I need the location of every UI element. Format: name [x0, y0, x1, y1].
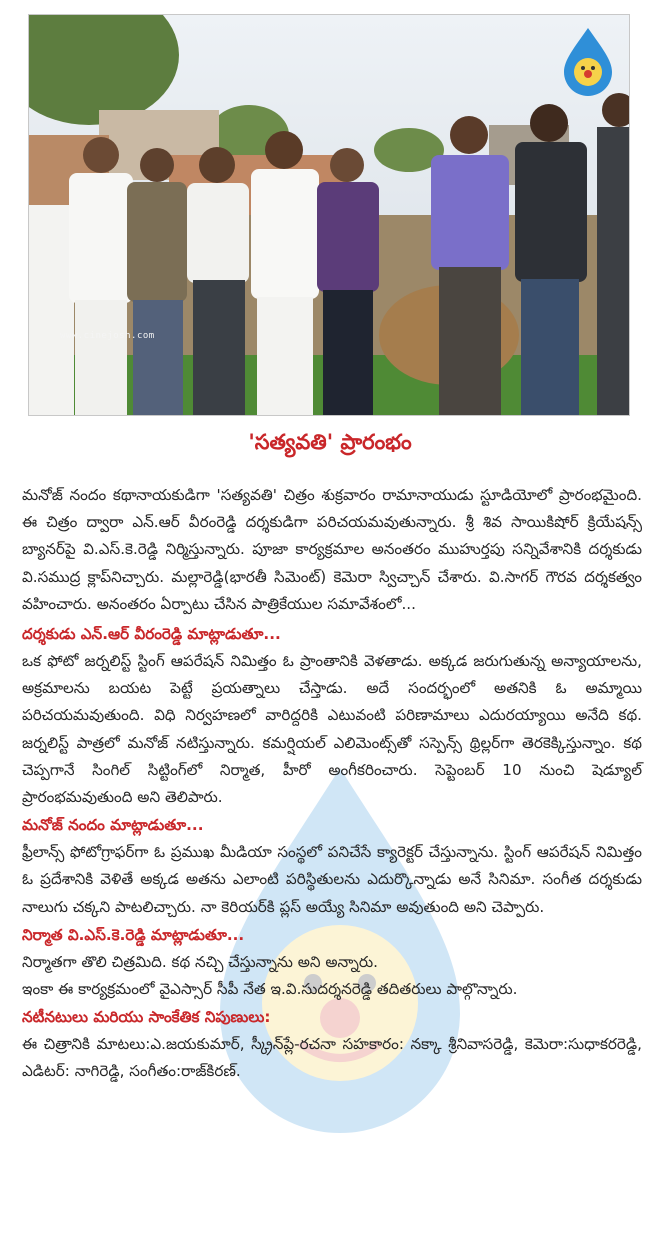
crew-heading: నటీనటులు మరియు సాంకేతిక నిపుణులు: — [22, 1008, 271, 1027]
producer-paragraph: నిర్మాతగా తొలి చిత్రమిది. కథ నచ్చి చేస్తున్నాను అని అన్నారు. — [22, 952, 378, 971]
photo-watermark: www.cinejosh.com — [60, 331, 155, 341]
cinejosh-drop-logo-icon — [562, 26, 614, 96]
hero-heading: మనోజ్ నందం మాట్లాడుతూ... — [22, 816, 204, 835]
director-paragraph: ఒక ఫోటో జర్నలిస్ట్ స్టింగ్ ఆపరేషన్ నిమిత్తం ఓ ప్రాంతానికి వెళతాడు. అక్కడ జరుగుతున్న అన్యాయాలను, అక్రమాలను బయట పెట్టే ప్రయత్నాలు చేస్తాడు. అదే సందర్భంలో అతనికి ఓ అమ్మాయి పరిచయమవుతుంది. విధి నిర్వహణలో వారిద్దరికి ఎటువంటి పరిణామాలు ఎదురయ్యాయి అనేది కథ. జర్నలిస్ట్ పాత్రలో మనోజ్ నటిస్తున్నారు. కమర్షియల్ ఎలిమెంట్స్‌తో సస్పెన్స్ థ్రిల్లర్‌గా తెరకెక్కిస్తున్నాం. కథ చెప్పగానే సింగిల్ సిట్టింగ్‌లో నిర్మాత, హీరో అంగీకరించారు. సెప్టెంబర్ 10 నుంచి షెడ్యూల్ ప్రారంభమవుతుంది అని తెలిపారు. — [22, 652, 642, 807]
hero-paragraph: ఫ్రీలాన్స్ ఫోటోగ్రాఫర్‌గా ఓ ప్రముఖ మీడియా సంస్థలో పనిచేసే క్యారెక్టర్ చేస్తున్నాను. స్టింగ్ ఆపరేషన్ నిమిత్తం ఓ ప్రదేశానికి వెళితే అక్కడ అతను ఎలాంటి పరిస్థితులను ఎదుర్కొన్నాడు అనే సినిమా. సంగీత దర్శకుడు నాలుగు చక్కని పాటలిచ్చారు. నా కెరియర్‌కి ప్లస్ అయ్యే సినిమా అవుతుంది అని చెప్పారు. — [22, 843, 642, 916]
crew-paragraph: ఈ చిత్రానికి మాటలు:ఎ.జయకుమార్, స్క్రీన్‌ప్లే-రచనా సహకారం: నక్కా శ్రీనివాసరెడ్డి, కెమెరా:సుధాకరరెడ్డి, ఎడిటర్: నాగిరెడ్డి, సంగీతం:రాజ్‌కిరణ్. — [22, 1035, 642, 1081]
producer-heading: నిర్మాత వి.ఎస్.కె.రెడ్డి మాట్లాడుతూ... — [22, 925, 245, 944]
article-title: 'సత్యవతి' ప్రారంభం — [248, 430, 412, 454]
guests-paragraph: ఇంకా ఈ కార్యక్రమంలో వైఎస్సార్ సీపీ నేత ఇ.వి.సుదర్శనరెడ్డి తదితరులు పాల్గొన్నారు. — [22, 980, 518, 999]
event-photo — [28, 14, 630, 416]
group-photo-illustration — [29, 15, 629, 415]
article-body — [22, 482, 642, 1086]
intro-paragraph: మనోజ్ నందం కథానాయకుడిగా 'సత్యవతి' చిత్రం శుక్రవారం రామానాయుడు స్టూడియోలో ప్రారంభమైంది. ఈ చిత్రం ద్వారా ఎన్.ఆర్ వీరంరెడ్డి దర్శకుడిగా పరిచయమవుతున్నారు. శ్రీ శివ సాయికిషోర్ క్రియేషన్స్ బ్యానర్‌పై వి.ఎస్.కె.రెడ్డి నిర్మిస్తున్నారు. పూజా కార్యక్రమాల అనంతరం ముహుర్తపు సన్నివేశానికి దర్శకుడు వి.సముద్ర క్లాప్‌నిచ్చారు. మల్లారెడ్డి(భారతీ సిమెంట్) కెమెరా స్విచ్చాన్ చేశారు. వి.సాగర్ గౌరవ దర్శకత్వం వహించారు. అనంతరం ఏర్పాటు చేసిన పాత్రికేయుల సమావేశంలో... — [22, 486, 642, 613]
director-heading: దర్శకుడు ఎన్.ఆర్ వీరంరెడ్డి మాట్లాడుతూ... — [22, 625, 281, 644]
